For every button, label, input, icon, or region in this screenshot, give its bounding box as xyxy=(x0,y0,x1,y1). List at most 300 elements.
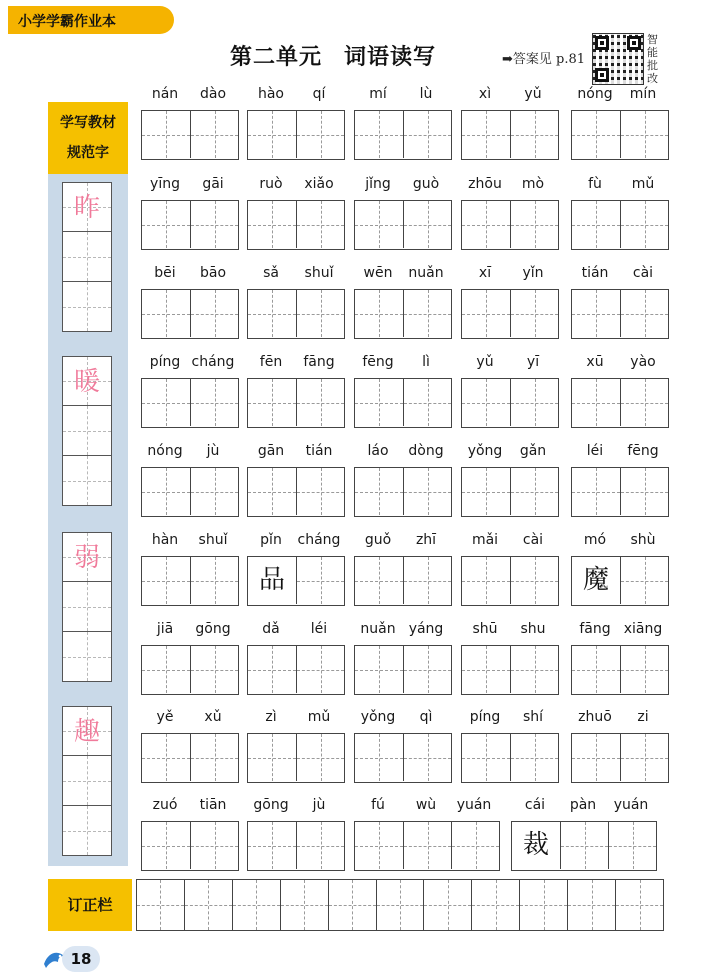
model-char-column xyxy=(62,356,112,506)
word-item xyxy=(141,354,239,434)
pinyin-row xyxy=(571,176,669,200)
pinyin-row xyxy=(461,709,559,733)
pinyin-syllable: mí xyxy=(369,86,387,102)
pinyin-syllable: fēn xyxy=(259,354,283,370)
pinyin-row xyxy=(247,532,345,556)
writing-box[interactable] xyxy=(190,822,238,869)
pinyin-syllable: yǔ xyxy=(524,86,542,102)
writing-boxes xyxy=(247,467,345,517)
word-item xyxy=(354,265,452,345)
pinyin-syllable: píng xyxy=(149,354,181,370)
pinyin-syllable: xǔ xyxy=(204,709,222,725)
model-char: 弱 xyxy=(73,543,100,573)
writing-box[interactable] xyxy=(190,379,238,426)
writing-box[interactable] xyxy=(296,734,344,781)
writing-box[interactable] xyxy=(248,822,296,869)
word-item xyxy=(141,621,239,701)
pinyin-syllable: qì xyxy=(419,709,433,725)
writing-box[interactable] xyxy=(142,822,190,869)
pinyin-syllable: shuǐ xyxy=(198,532,228,548)
writing-box[interactable] xyxy=(142,379,190,426)
pinyin-syllable: gāi xyxy=(202,176,224,192)
writing-boxes xyxy=(571,289,669,339)
model-char-cell[interactable] xyxy=(62,582,112,632)
pinyin-syllable: nóng xyxy=(577,86,613,102)
writing-boxes xyxy=(461,200,559,250)
pinyin-row xyxy=(511,797,657,821)
writing-box[interactable] xyxy=(451,822,499,869)
writing-box[interactable] xyxy=(142,201,190,248)
writing-box[interactable] xyxy=(572,201,620,248)
writing-boxes xyxy=(354,467,452,517)
pinyin-row xyxy=(247,709,345,733)
correction-grid[interactable] xyxy=(136,879,664,931)
pinyin-syllable: nán xyxy=(151,86,179,102)
writing-box[interactable] xyxy=(510,379,558,426)
word-item xyxy=(354,797,500,877)
writing-box[interactable] xyxy=(510,201,558,248)
writing-boxes xyxy=(571,200,669,250)
word-item xyxy=(571,532,669,612)
pinyin-syllable: guò xyxy=(412,176,440,192)
writing-boxes xyxy=(461,556,559,606)
pinyin-row xyxy=(141,265,239,289)
writing-box[interactable] xyxy=(296,290,344,337)
writing-boxes xyxy=(354,645,452,695)
word-item xyxy=(461,354,559,434)
writing-box[interactable] xyxy=(248,557,296,604)
pinyin-syllable: fēng xyxy=(627,443,659,459)
prefilled-char: 品 xyxy=(248,557,296,604)
pinyin-row xyxy=(461,532,559,556)
pinyin-syllable: léi xyxy=(586,443,604,459)
pinyin-row xyxy=(354,354,452,378)
pinyin-row xyxy=(354,176,452,200)
word-item xyxy=(461,532,559,612)
pinyin-row xyxy=(461,265,559,289)
pinyin-row xyxy=(461,86,559,110)
writing-box[interactable] xyxy=(620,201,668,248)
writing-box[interactable] xyxy=(355,557,403,604)
word-item xyxy=(571,265,669,345)
writing-box[interactable] xyxy=(403,201,451,248)
word-item xyxy=(571,621,669,701)
pinyin-syllable: yào xyxy=(630,354,656,370)
pinyin-row xyxy=(461,176,559,200)
writing-box[interactable] xyxy=(296,646,344,693)
writing-boxes xyxy=(354,733,452,783)
writing-box[interactable] xyxy=(190,468,238,515)
writing-box[interactable] xyxy=(620,379,668,426)
pinyin-syllable: shu xyxy=(520,621,546,637)
pinyin-syllable: yuán xyxy=(613,797,649,813)
writing-box[interactable] xyxy=(142,468,190,515)
correction-box[interactable] xyxy=(280,880,328,930)
pinyin-syllable: yǐn xyxy=(522,265,544,281)
pinyin-syllable: shū xyxy=(472,621,498,637)
writing-box[interactable] xyxy=(190,646,238,693)
pinyin-syllable: mǔ xyxy=(307,709,331,725)
pinyin-syllable: fāng xyxy=(303,354,335,370)
writing-box[interactable] xyxy=(355,646,403,693)
writing-box[interactable] xyxy=(510,557,558,604)
pinyin-row xyxy=(247,354,345,378)
writing-box[interactable] xyxy=(510,646,558,693)
pinyin-syllable: mín xyxy=(629,86,657,102)
pinyin-syllable: jǐng xyxy=(365,176,391,192)
model-char-cell[interactable] xyxy=(62,456,112,506)
writing-box[interactable] xyxy=(355,468,403,515)
correction-label: 订正栏 xyxy=(48,879,132,931)
writing-box[interactable] xyxy=(620,290,668,337)
pinyin-row xyxy=(141,532,239,556)
pinyin-syllable: gān xyxy=(257,443,285,459)
writing-box[interactable] xyxy=(462,646,510,693)
word-item xyxy=(247,797,345,877)
writing-boxes xyxy=(247,556,345,606)
writing-boxes xyxy=(247,200,345,250)
pinyin-row xyxy=(141,176,239,200)
writing-box[interactable] xyxy=(620,557,668,604)
writing-boxes xyxy=(461,289,559,339)
answer-reference: ➡答案见 p.81 xyxy=(502,52,586,67)
writing-box[interactable] xyxy=(462,557,510,604)
writing-boxes xyxy=(354,378,452,428)
pinyin-syllable: ruò xyxy=(259,176,283,192)
writing-box[interactable] xyxy=(510,290,558,337)
writing-boxes xyxy=(571,645,669,695)
pinyin-syllable: hàn xyxy=(151,532,179,548)
correction-box[interactable] xyxy=(232,880,280,930)
model-char-cell xyxy=(62,356,112,406)
qr-code-icon[interactable] xyxy=(592,33,644,85)
pinyin-syllable: píng xyxy=(469,709,501,725)
writing-box[interactable] xyxy=(142,646,190,693)
word-item xyxy=(571,176,669,256)
pinyin-syllable: yī xyxy=(526,354,540,370)
pinyin-syllable: cài xyxy=(522,532,544,548)
writing-boxes xyxy=(461,110,559,160)
word-item xyxy=(141,532,239,612)
writing-boxes xyxy=(354,289,452,339)
writing-box[interactable] xyxy=(462,290,510,337)
pinyin-syllable: mó xyxy=(583,532,607,548)
writing-box[interactable] xyxy=(462,734,510,781)
writing-box[interactable] xyxy=(355,822,403,869)
model-char: 暖 xyxy=(73,367,100,397)
writing-box[interactable] xyxy=(403,557,451,604)
pinyin-syllable: bēi xyxy=(154,265,176,281)
word-item xyxy=(354,532,452,612)
word-item xyxy=(461,86,559,166)
writing-box[interactable] xyxy=(512,822,560,869)
pinyin-syllable: láo xyxy=(367,443,389,459)
word-item xyxy=(571,86,669,166)
word-item xyxy=(141,176,239,256)
writing-box[interactable] xyxy=(296,111,344,158)
pinyin-syllable: tián xyxy=(581,265,609,281)
correction-box[interactable] xyxy=(184,880,232,930)
writing-box[interactable] xyxy=(572,468,620,515)
writing-box[interactable] xyxy=(572,111,620,158)
writing-box[interactable] xyxy=(572,290,620,337)
writing-boxes xyxy=(247,110,345,160)
sidebar-title-line2: 规范字 xyxy=(67,145,109,161)
writing-boxes xyxy=(141,467,239,517)
writing-box[interactable] xyxy=(355,111,403,158)
word-item xyxy=(571,709,669,789)
writing-box[interactable] xyxy=(142,111,190,158)
pinyin-syllable: nuǎn xyxy=(408,265,444,281)
correction-box[interactable] xyxy=(376,880,424,930)
writing-boxes xyxy=(354,200,452,250)
writing-box[interactable] xyxy=(462,379,510,426)
model-char-column xyxy=(62,706,112,856)
word-item xyxy=(141,86,239,166)
pinyin-syllable: gǎn xyxy=(519,443,547,459)
writing-box[interactable] xyxy=(296,557,344,604)
pinyin-row xyxy=(354,443,452,467)
writing-box[interactable] xyxy=(462,201,510,248)
word-item xyxy=(247,709,345,789)
writing-box[interactable] xyxy=(403,290,451,337)
correction-box[interactable] xyxy=(615,880,663,930)
writing-box[interactable] xyxy=(190,111,238,158)
correction-box[interactable] xyxy=(328,880,376,930)
pinyin-syllable: tián xyxy=(305,443,333,459)
pinyin-row xyxy=(354,86,452,110)
pinyin-syllable: zì xyxy=(265,709,277,725)
writing-boxes xyxy=(461,645,559,695)
pinyin-syllable: dǎ xyxy=(262,621,280,637)
writing-boxes xyxy=(571,556,669,606)
word-item xyxy=(571,443,669,523)
model-char-cell[interactable] xyxy=(62,632,112,682)
pinyin-row xyxy=(247,443,345,467)
word-item xyxy=(354,86,452,166)
word-item xyxy=(141,443,239,523)
writing-box[interactable] xyxy=(510,468,558,515)
pinyin-row xyxy=(354,532,452,556)
writing-box[interactable] xyxy=(190,557,238,604)
writing-boxes xyxy=(571,733,669,783)
pinyin-row xyxy=(141,621,239,645)
word-item xyxy=(247,86,345,166)
writing-boxes xyxy=(571,378,669,428)
correction-box[interactable] xyxy=(471,880,519,930)
pinyin-syllable: bāo xyxy=(199,265,227,281)
writing-box[interactable] xyxy=(248,734,296,781)
writing-box[interactable] xyxy=(510,111,558,158)
pinyin-row xyxy=(247,86,345,110)
writing-box[interactable] xyxy=(510,734,558,781)
model-char-cell[interactable] xyxy=(62,756,112,806)
correction-box[interactable] xyxy=(519,880,567,930)
writing-boxes xyxy=(141,110,239,160)
writing-boxes xyxy=(354,556,452,606)
pinyin-syllable: yīng xyxy=(150,176,180,192)
word-item xyxy=(354,621,452,701)
writing-box[interactable] xyxy=(355,201,403,248)
writing-box[interactable] xyxy=(355,379,403,426)
writing-box[interactable] xyxy=(620,111,668,158)
model-char: 昨 xyxy=(73,193,100,223)
pinyin-syllable: fāng xyxy=(579,621,611,637)
writing-box[interactable] xyxy=(462,468,510,515)
writing-box[interactable] xyxy=(142,734,190,781)
writing-box[interactable] xyxy=(620,734,668,781)
writing-box[interactable] xyxy=(403,646,451,693)
writing-box[interactable] xyxy=(296,822,344,869)
writing-box[interactable] xyxy=(142,290,190,337)
word-item xyxy=(141,265,239,345)
pinyin-syllable: dòng xyxy=(408,443,444,459)
writing-box[interactable] xyxy=(355,734,403,781)
book-name-tag: 小学学霸作业本 xyxy=(8,6,174,34)
word-item xyxy=(141,709,239,789)
word-item xyxy=(247,532,345,612)
pinyin-syllable: jù xyxy=(206,443,220,459)
writing-box[interactable] xyxy=(296,201,344,248)
correction-box[interactable] xyxy=(567,880,615,930)
writing-box[interactable] xyxy=(142,557,190,604)
pinyin-syllable: cài xyxy=(632,265,654,281)
writing-box[interactable] xyxy=(572,646,620,693)
writing-boxes xyxy=(141,200,239,250)
writing-box[interactable] xyxy=(355,290,403,337)
pinyin-syllable: cháng xyxy=(297,532,341,548)
word-item xyxy=(354,443,452,523)
writing-box[interactable] xyxy=(572,557,620,604)
writing-boxes xyxy=(571,110,669,160)
correction-box[interactable] xyxy=(137,880,184,930)
word-item xyxy=(247,443,345,523)
writing-box[interactable] xyxy=(608,822,656,869)
pinyin-syllable: gōng xyxy=(195,621,231,637)
model-char-cell[interactable] xyxy=(62,232,112,282)
pinyin-row xyxy=(461,443,559,467)
pinyin-row xyxy=(141,354,239,378)
writing-box[interactable] xyxy=(572,379,620,426)
pinyin-syllable: nuǎn xyxy=(360,621,396,637)
pinyin-syllable: xiāng xyxy=(623,621,663,637)
writing-boxes xyxy=(247,289,345,339)
pinyin-syllable: pàn xyxy=(569,797,597,813)
writing-boxes xyxy=(247,733,345,783)
word-item xyxy=(461,265,559,345)
pinyin-row xyxy=(461,621,559,645)
pinyin-syllable: shù xyxy=(630,532,656,548)
pinyin-syllable: zhī xyxy=(415,532,437,548)
qr-label: 智能批改 xyxy=(647,33,658,85)
writing-boxes xyxy=(461,467,559,517)
word-item xyxy=(461,621,559,701)
writing-boxes xyxy=(247,378,345,428)
writing-box[interactable] xyxy=(190,734,238,781)
writing-boxes xyxy=(141,821,239,871)
writing-box[interactable] xyxy=(403,111,451,158)
pinyin-row xyxy=(354,709,452,733)
model-char-cell[interactable] xyxy=(62,806,112,856)
writing-box[interactable] xyxy=(403,822,451,869)
pinyin-syllable: léi xyxy=(310,621,328,637)
writing-box[interactable] xyxy=(296,379,344,426)
pinyin-syllable: pǐn xyxy=(260,532,282,548)
word-item xyxy=(247,621,345,701)
pinyin-row xyxy=(571,709,669,733)
prefilled-char: 魔 xyxy=(572,557,620,604)
writing-box[interactable] xyxy=(560,822,608,869)
word-item xyxy=(247,354,345,434)
writing-box[interactable] xyxy=(248,379,296,426)
model-char-cell[interactable] xyxy=(62,406,112,456)
pinyin-row xyxy=(571,532,669,556)
model-char-column xyxy=(62,182,112,332)
writing-box[interactable] xyxy=(462,111,510,158)
writing-box[interactable] xyxy=(620,468,668,515)
pinyin-syllable: mǎi xyxy=(471,532,499,548)
writing-box[interactable] xyxy=(572,734,620,781)
writing-box[interactable] xyxy=(248,646,296,693)
pinyin-row xyxy=(571,265,669,289)
writing-boxes xyxy=(141,378,239,428)
pinyin-row xyxy=(354,797,500,821)
writing-boxes xyxy=(511,821,657,871)
writing-box[interactable] xyxy=(190,290,238,337)
pinyin-row xyxy=(141,86,239,110)
model-char-cell[interactable] xyxy=(62,282,112,332)
writing-box[interactable] xyxy=(403,468,451,515)
word-item xyxy=(461,443,559,523)
section-title: 词语读写 xyxy=(344,45,437,70)
pinyin-syllable: shuǐ xyxy=(304,265,334,281)
word-item xyxy=(461,709,559,789)
writing-box[interactable] xyxy=(403,734,451,781)
pinyin-syllable: hào xyxy=(257,86,285,102)
unit-title: 第二单元 xyxy=(230,45,323,70)
pinyin-syllable: zhuō xyxy=(578,709,612,725)
pinyin-syllable: yáng xyxy=(408,621,444,637)
pinyin-syllable: xì xyxy=(478,86,492,102)
prefilled-char: 裁 xyxy=(512,822,560,869)
word-item xyxy=(571,354,669,434)
sidebar-title xyxy=(48,102,128,174)
pinyin-row xyxy=(247,176,345,200)
word-item xyxy=(461,176,559,256)
pinyin-syllable: xū xyxy=(586,354,604,370)
correction-box[interactable] xyxy=(423,880,471,930)
writing-boxes xyxy=(141,645,239,695)
pinyin-syllable: jiā xyxy=(156,621,174,637)
pinyin-row xyxy=(247,621,345,645)
writing-boxes xyxy=(247,645,345,695)
writing-boxes xyxy=(461,378,559,428)
pinyin-syllable: sǎ xyxy=(263,265,279,281)
writing-box[interactable] xyxy=(248,111,296,158)
writing-box[interactable] xyxy=(248,201,296,248)
writing-box[interactable] xyxy=(296,468,344,515)
pinyin-syllable: fù xyxy=(588,176,602,192)
pinyin-syllable: zhōu xyxy=(468,176,502,192)
pinyin-syllable: tiān xyxy=(199,797,227,813)
writing-box[interactable] xyxy=(620,646,668,693)
word-item xyxy=(354,176,452,256)
writing-box[interactable] xyxy=(190,201,238,248)
writing-box[interactable] xyxy=(248,290,296,337)
writing-box[interactable] xyxy=(403,379,451,426)
pinyin-row xyxy=(571,443,669,467)
writing-box[interactable] xyxy=(248,468,296,515)
